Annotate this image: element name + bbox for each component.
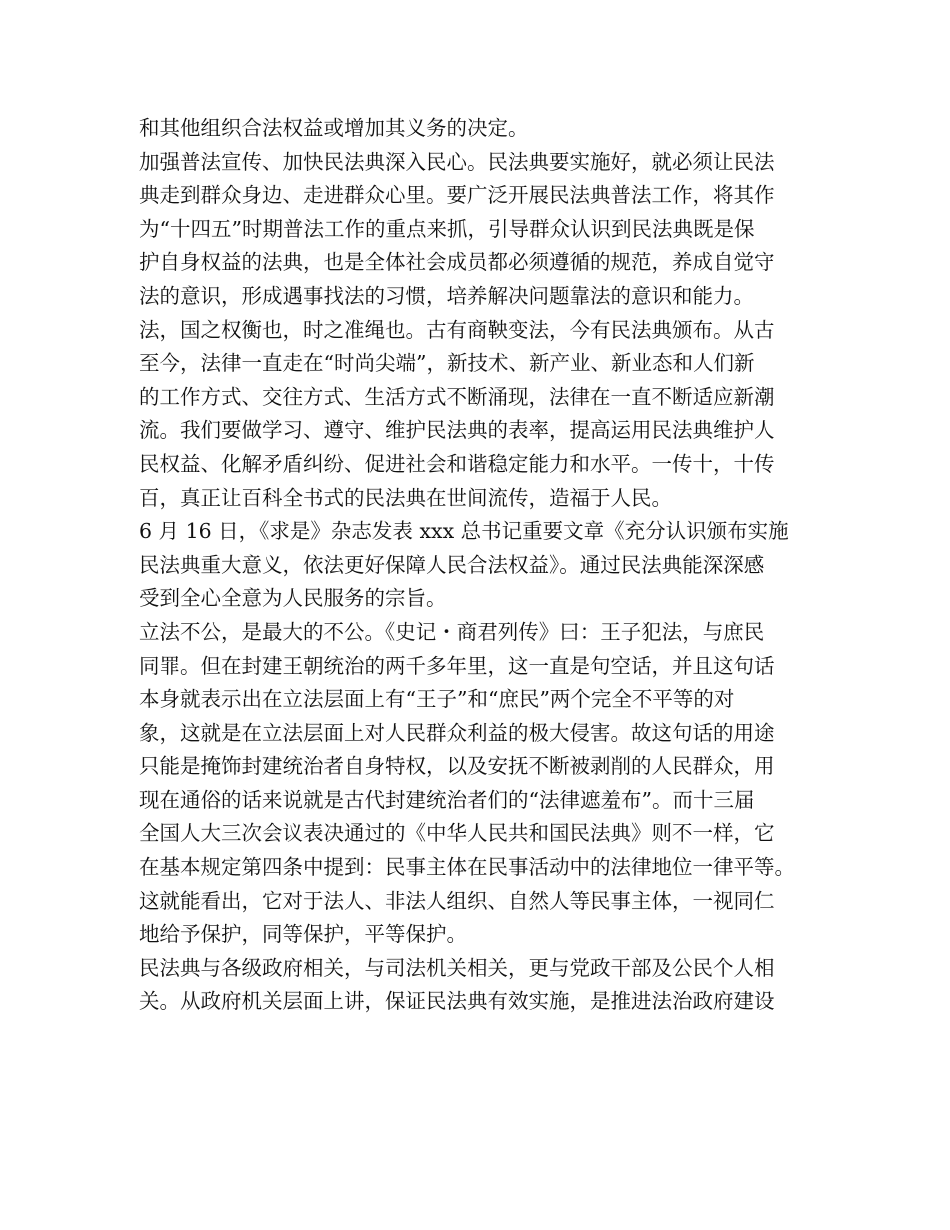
- text-line: 民法典与各级政府相关，与司法机关相关，更与党政干部及公民个人相: [139, 955, 775, 980]
- paragraph: [139, 952, 839, 1019]
- text-line: 的工作方式、交往方式、生活方式不断涌现，法律在一直不断适应新潮: [139, 384, 775, 409]
- text-line: 这就能看出，它对于法人、非法人组织、自然人等民事主体，一视同仁: [139, 888, 775, 913]
- text-line: 在基本规定第四条中提到：民事主体在民事活动中的法律地位一律平等。: [139, 855, 795, 880]
- paragraph: [139, 616, 839, 952]
- text-line: 法，国之权衡也，时之准绳也。古有商鞅变法，今有民法典颁布。从古: [139, 317, 775, 342]
- text-line: 至今，法律一直走在“时尚尖端”，新技术、新产业、新业态和人们新: [139, 351, 755, 376]
- text-line: 为“十四五”时期普法工作的重点来抓，引导群众认识到民法典既是保: [139, 216, 755, 241]
- text-line: 流。我们要做学习、遵守、维护民法典的表率，提高运用民法典维护人: [139, 418, 775, 443]
- text-line: 民权益、化解矛盾纠纷、促进社会和谐稳定能力和水平。一传十，十传: [139, 451, 775, 476]
- text-line: 同罪。但在封建王朝统治的两千多年里，这一直是句空话，并且这句话: [139, 653, 775, 678]
- paragraph: [139, 112, 839, 146]
- text-line: 地给予保护，同等保护，平等保护。: [139, 922, 467, 947]
- text-line: 本身就表示出在立法层面上有“王子”和“庶民”两个完全不平等的对: [139, 687, 735, 712]
- text-line: 只能是掩饰封建统治者自身特权，以及安抚不断被剥削的人民群众，用: [139, 754, 775, 779]
- paragraph: [139, 314, 839, 516]
- paragraph: [139, 515, 839, 616]
- text-line: 现在通俗的话来说就是古代封建统治者们的“法律遮羞布”。而十三届: [139, 787, 755, 812]
- text-line: 受到全心全意为人民服务的宗旨。: [139, 586, 447, 611]
- text-line: 全国人大三次会议表决通过的《中华人民共和国民法典》则不一样，它: [139, 821, 775, 846]
- document-body: [139, 112, 839, 1019]
- text-line: 典走到群众身边、走进群众心里。要广泛开展民法典普法工作，将其作: [139, 183, 775, 208]
- text-line: 法的意识，形成遇事找法的习惯，培养解决问题靠法的意识和能力。: [139, 283, 754, 308]
- text-line: 加强普法宣传、加快民法典深入民心。民法典要实施好，就必须让民法: [139, 149, 775, 174]
- text-line: 关。从政府机关层面上讲，保证民法典有效实施，是推进法治政府建设: [139, 989, 775, 1014]
- text-line: 和其他组织合法权益或增加其义务的决定。: [139, 116, 529, 140]
- text-line: 民法典重大意义，依法更好保障人民合法权益》。通过民法典能深深感: [139, 552, 765, 577]
- paragraph: [139, 146, 839, 314]
- text-line: 6 月 16 日，《求是》杂志发表 xxx 总书记重要文章《充分认识颁布实施: [139, 519, 789, 544]
- text-line: 立法不公，是最大的不公。《史记・商君列传》曰：王子犯法，与庶民: [139, 619, 765, 644]
- text-line: 护自身权益的法典，也是全体社会成员都必须遵循的规范，养成自觉守: [139, 250, 775, 275]
- text-line: 象，这就是在立法层面上对人民群众利益的极大侵害。故这句话的用途: [139, 720, 775, 745]
- text-line: 百，真正让百科全书式的民法典在世间流传，造福于人民。: [139, 485, 672, 510]
